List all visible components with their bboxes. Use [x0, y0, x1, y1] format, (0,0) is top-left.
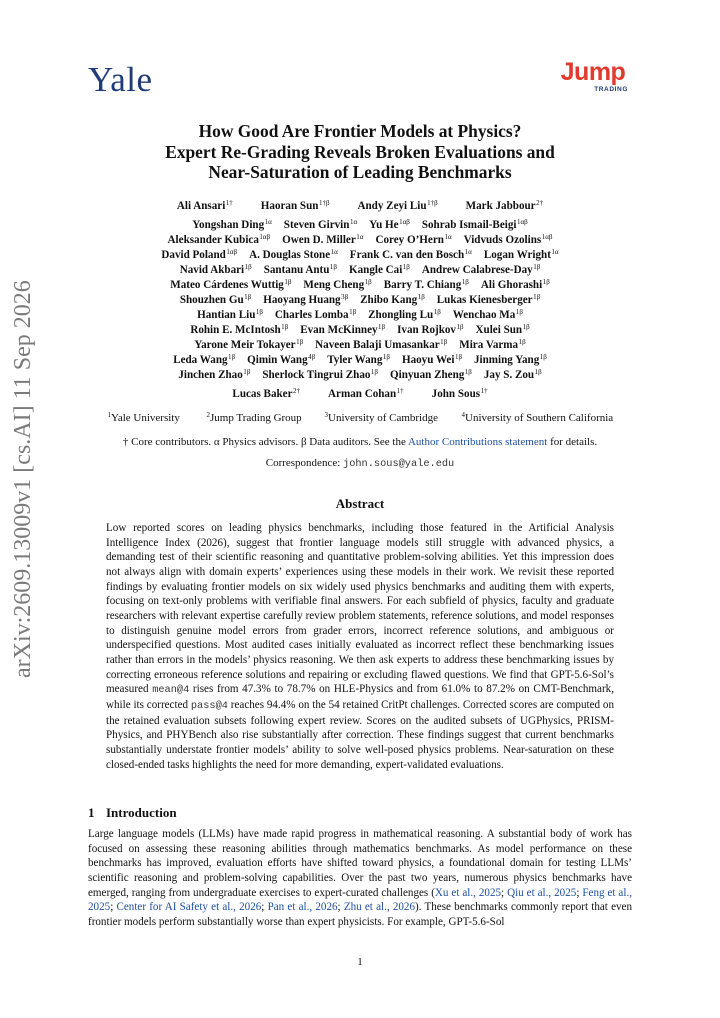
author-name — [390, 368, 472, 381]
author-affiliation-sup: 1β — [417, 293, 425, 301]
author-affiliation-sup: 1β — [364, 278, 372, 286]
author-name-text: A. Douglas Stone — [249, 249, 331, 261]
contrib-note-text: for details. — [547, 436, 598, 448]
author-contributions-link[interactable]: Author Contributions statement — [407, 436, 548, 448]
author-name — [197, 308, 263, 321]
author-row — [0, 248, 720, 261]
author-affiliation-sup: 1β — [296, 338, 304, 346]
section-heading — [88, 805, 177, 821]
jump-trading-logo — [556, 60, 630, 94]
author-name — [249, 248, 338, 261]
author-affiliation-sup: 1α — [264, 218, 272, 226]
author-name — [328, 387, 404, 400]
author-name-text: Corey O’Hern — [375, 234, 444, 246]
author-row — [0, 338, 720, 351]
author-name — [358, 199, 438, 212]
author-name-text: Logan Wright — [483, 249, 551, 261]
author-row — [0, 353, 720, 366]
author-affiliation-sup: 1β — [255, 308, 263, 316]
author-name — [170, 278, 291, 291]
author-name — [481, 278, 550, 291]
citation-link[interactable]: Zhu et al., 2026 — [343, 901, 416, 914]
author-name — [262, 368, 378, 381]
author-affiliation-sup: 4β — [308, 353, 316, 361]
author-name — [180, 293, 251, 306]
author-row — [0, 218, 720, 231]
author-name-text: Qinyuan Zheng — [389, 369, 465, 381]
author-affiliation-sup: 1αβ — [399, 218, 410, 226]
citation-link[interactable]: Qiu et al., 2025 — [507, 886, 577, 899]
author-affiliation-sup: 1†β — [427, 199, 438, 207]
author-name — [476, 323, 530, 336]
author-name-text: Jay S. Zou — [483, 369, 535, 381]
author-name-text: Haoran Sun — [260, 200, 319, 212]
author-affiliation-sup: 1α — [551, 248, 559, 256]
author-name — [194, 338, 303, 351]
yale-logo: Yale — [88, 60, 153, 99]
author-name — [360, 293, 425, 306]
author-affiliation-sup: 1† — [396, 387, 404, 395]
author-affiliation-sup: 1β — [533, 293, 541, 301]
author-affiliation-sup: 1β — [542, 278, 550, 286]
arxiv-side-stamp: arXiv:2609.13009v1 [cs.AI] 11 Sep 2026 — [10, 280, 36, 678]
author-name — [422, 218, 528, 231]
author-row — [0, 387, 720, 400]
author-name-text: Tyler Wang — [327, 354, 383, 366]
author-affiliation-sup: 2† — [293, 387, 301, 395]
author-name-text: Kangle Cai — [348, 264, 403, 276]
author-affiliation-sup: 1β — [378, 323, 386, 331]
author-name — [466, 199, 543, 212]
author-name — [303, 278, 371, 291]
author-affiliation-sup: 1β — [370, 368, 378, 376]
author-name-text: Steven Girvin — [283, 219, 350, 231]
paragraph-text: ; — [337, 901, 344, 914]
author-name-text: Mark Jabbour — [465, 200, 536, 212]
jump-logo-word: Jump — [560, 58, 626, 86]
title-line: How Good Are Frontier Models at Physics? — [198, 121, 522, 141]
author-name — [369, 218, 410, 231]
author-name — [464, 233, 553, 246]
author-affiliation-sup: 1β — [284, 278, 292, 286]
affiliation-item: $^4$University of Southern California — [461, 411, 614, 424]
author-name — [178, 368, 250, 381]
paragraph-text: rises from 47.3% to 78.7% on HLE-Physics and from 61.0% to 87.2% on CMT-Benchmark, while its corrected — [106, 683, 615, 711]
author-name — [284, 218, 357, 231]
paragraph-text: Low reported scores on leading physics benchmarks, including those featured in the Artificial Analysis Intelligence Index (2026), suggest that frontier language models still struggle with advanced physics, a demanding test of their scientific reasoning and quantitative problem-solving abilities. Yet this impression does not always align with domain experts’ experiences using these models in their work. We revisit these reported findings by evaluating frontier models on six widely used physics benchmarks and auditing them with experts, focusing on text-only problems with verifiable final answers. For each subfield of physics, faculty and graduate researchers with relevant expertise carefully review problem statements, reference solutions, and model responses to distinguish genuine model errors from grader errors, incorrect reference solutions, and ambiguous or underspecified questions. Most audited cases initially evaluated as incorrect reflect these benchmarking issues rather than errors in the models’ physics reasoning. We then ask experts to address these benchmarking issues by correcting erroneous reference solutions and repairing or excluding flawed questions. We find that GPT-5.6-Sol’s measured — [106, 522, 614, 696]
author-name-text: Ivan Rojkov — [397, 324, 456, 336]
author-name-text: Barry T. Chiang — [383, 279, 462, 291]
author-affiliation-sup: 1α — [349, 218, 358, 226]
author-name — [192, 218, 272, 231]
author-name — [432, 387, 488, 400]
author-affiliation-sup: 1αβ — [259, 233, 271, 241]
author-name — [275, 308, 356, 321]
author-affiliation-sup: 1α — [356, 233, 364, 241]
author-name-text: Ali Ansari — [176, 200, 226, 212]
introduction-body — [88, 827, 632, 930]
author-affiliation-sup: 1† — [225, 199, 233, 207]
author-name-text: John Sous — [431, 388, 481, 400]
citation-link[interactable]: Pan et al., 2026 — [267, 901, 338, 914]
title-line: Near-Saturation of Leading Benchmarks — [208, 162, 512, 182]
paragraph-text: Large language models (LLMs) have made rapid progress in mathematical reasoning. A substantial body of work has focused on assessing these reasoning abilities through mathematics benchmarks. As model performance on these benchmarks has improved, evaluation efforts have shifted toward physics, a foundational domain for testing LLMs’ scientific reasoning and problem-solving capabilities. Over the past two years, numerous physics benchmarks have emerged, ranging from undergraduate exercises to expert-curated challenges ( — [88, 828, 632, 899]
jump-logo-sub: TRADING — [594, 86, 628, 93]
author-name-text: Evan McKinney — [300, 324, 378, 336]
author-name — [484, 368, 542, 381]
section-number: 1 — [88, 805, 95, 820]
author-name-text: Vidvuds Ozolins — [463, 234, 542, 246]
author-affiliation-sup: 1α — [464, 248, 472, 256]
author-affiliation-sup: 1αβ — [541, 233, 553, 241]
author-affiliation-sup: 1† — [480, 387, 488, 395]
author-name — [161, 248, 237, 261]
author-affiliation-sup: 1α — [444, 233, 452, 241]
author-name — [232, 387, 300, 400]
author-name — [261, 199, 330, 212]
author-name-text: Aleksander Kubica — [167, 234, 259, 246]
author-name — [263, 293, 348, 306]
author-name — [397, 323, 463, 336]
paragraph-text: ; — [576, 886, 583, 899]
affiliation-item: $^3$University of Cambridge — [324, 411, 438, 424]
author-affiliation-sup: 1β — [329, 263, 337, 271]
abstract-body — [106, 521, 614, 772]
author-name — [190, 323, 288, 336]
author-affiliation-sup: 1β — [349, 308, 357, 316]
author-affiliation-sup: 1β — [464, 368, 472, 376]
section-title: Introduction — [106, 805, 177, 820]
author-affiliation-sup: 1†β — [318, 199, 330, 207]
author-name — [437, 293, 540, 306]
author-name-text: Jinming Yang — [474, 354, 540, 366]
author-name-text: Navid Akbari — [179, 264, 245, 276]
author-name — [384, 278, 469, 291]
contrib-note-text: † Core contributors. α Physics advisors. β Data auditors. See the — [122, 436, 408, 448]
author-row — [0, 233, 720, 246]
author-affiliation-sup: 1β — [456, 323, 464, 331]
author-row — [0, 199, 720, 212]
author-name-text: David Poland — [161, 249, 226, 261]
author-affiliation-sup: 1β — [244, 263, 252, 271]
author-affiliation-sup: 1β — [522, 323, 530, 331]
author-name — [173, 353, 235, 366]
author-row — [0, 278, 720, 291]
paragraph-text: ). These benchmarks commonly report that even frontier models perform substantially worse than expert physicists. For example, GPT-5.6-Sol — [88, 901, 633, 928]
author-name-text: Lucas Baker — [232, 388, 293, 400]
page-number: 1 — [357, 956, 363, 968]
author-name-text: Rohin E. McIntosh — [190, 324, 281, 336]
author-name-text: Ali Ghorashi — [480, 279, 543, 291]
author-name-text: Yongshan Ding — [192, 219, 265, 231]
author-affiliation-sup: 1β — [534, 368, 542, 376]
author-name-text: Sherlock Tingrui Zhao — [262, 369, 371, 381]
inline-code: mean@4 — [152, 684, 190, 697]
author-affiliation-sup: 1β — [454, 353, 462, 361]
author-name-text: Wenchao Ma — [452, 309, 516, 321]
author-name — [459, 338, 525, 351]
author-name-text: Andrew Calabrese-Day — [421, 264, 533, 276]
author-name — [422, 263, 540, 276]
author-name-text: Santanu Antu — [263, 264, 330, 276]
author-affiliation-sup: 1β — [281, 323, 289, 331]
author-name-text: Andy Zeyi Liu — [357, 200, 427, 212]
paragraph-text: ; — [110, 901, 117, 914]
citation-link[interactable]: Feng et al., 2025 — [88, 886, 632, 914]
author-affiliation-sup: 1β — [433, 308, 441, 316]
author-affiliation-sup: 1α — [330, 248, 338, 256]
author-affiliation-sup: 1β — [518, 338, 526, 346]
citation-link[interactable]: Xu et al., 2025 — [434, 886, 502, 899]
author-name — [349, 263, 410, 276]
author-name — [350, 248, 472, 261]
author-row — [0, 323, 720, 336]
author-name — [282, 233, 363, 246]
author-name — [180, 263, 252, 276]
author-affiliation-sup: 2† — [536, 199, 544, 207]
title-line: Expert Re-Grading Reveals Broken Evaluations and — [165, 141, 555, 162]
author-row — [0, 263, 720, 276]
paragraph-text: ; — [501, 886, 508, 899]
author-affiliation-sup: 1β — [515, 308, 523, 316]
author-name-text: Zhibo Kang — [360, 294, 418, 306]
correspondence-label: Correspondence: — [265, 457, 341, 469]
paragraph-text: ; — [261, 901, 268, 914]
author-name — [402, 353, 462, 366]
paragraph-text: reaches 94.4% on the 54 retained CritPt challenges. Corrected scores are computed on the retained evaluation subsets following expert review. Scores on the audited subsets of UGPhysics, PRISM-Physics, and PHYBench also rise substantially after correction. These findings suggest that current benchmarks substantially understate frontier models’ ability to solve well-posed physics problems. Near-saturation on these closed-ended tasks highlights the need for more demanding, expert-validated evaluations. — [106, 698, 614, 771]
author-affiliation-sup: 1β — [402, 263, 410, 271]
author-name-text: Arman Cohan — [328, 388, 397, 400]
author-name — [375, 233, 451, 246]
author-name-text: Sohrab Ismail-Beigi — [421, 219, 517, 231]
author-affiliation-sup: 1αβ — [516, 218, 528, 226]
author-affiliation-sup: 1β — [461, 278, 469, 286]
author-affiliation-sup: 1β — [382, 353, 390, 361]
author-name-text: Lukas Kienesberger — [436, 294, 533, 306]
author-name — [327, 353, 390, 366]
author-name-text: Xulei Sun — [475, 324, 523, 336]
author-name-text: Qimin Wang — [247, 354, 308, 366]
author-name — [177, 199, 233, 212]
author-name-text: Meng Cheng — [303, 279, 365, 291]
affiliation-item: $^1$Yale University — [107, 411, 180, 424]
author-affiliation-sup: 3β — [341, 293, 349, 301]
author-name-text: Jinchen Zhao — [178, 369, 243, 381]
author-name-text: Naveen Balaji Umasankar — [315, 339, 440, 351]
contributors-note — [0, 436, 720, 448]
citation-link[interactable]: Center for AI Safety et al., 2026 — [116, 901, 262, 914]
author-name — [168, 233, 271, 246]
author-affiliation-sup: 1β — [533, 263, 541, 271]
author-name-text: Yu He — [369, 219, 399, 231]
author-name-text: Owen D. Miller — [282, 234, 356, 246]
author-name-text: Shouzhen Gu — [179, 294, 244, 306]
author-name — [453, 308, 523, 321]
author-name — [300, 323, 385, 336]
author-name-text: Mira Varma — [459, 339, 519, 351]
abstract-heading: Abstract — [335, 496, 385, 511]
author-name — [474, 353, 547, 366]
author-affiliation-sup: 1β — [228, 353, 236, 361]
author-affiliation-sup: 1β — [539, 353, 547, 361]
author-name-text: Charles Lomba — [274, 309, 349, 321]
author-name — [368, 308, 441, 321]
author-name-text: Frank C. van den Bosch — [349, 249, 465, 261]
author-name — [315, 338, 447, 351]
author-affiliation-sup: 1β — [440, 338, 448, 346]
author-row — [0, 368, 720, 381]
author-row — [0, 293, 720, 306]
author-name-text: Leda Wang — [173, 354, 228, 366]
paper-title — [0, 121, 720, 183]
author-row — [0, 308, 720, 321]
correspondence-line — [0, 457, 720, 470]
author-affiliation-sup: 1β — [244, 293, 252, 301]
author-name — [247, 353, 315, 366]
author-name-text: Mateo Cárdenes Wuttig — [170, 279, 284, 291]
affiliation-item: $^2$Jump Trading Group — [206, 411, 302, 424]
author-name — [264, 263, 337, 276]
author-name-text: Zhongling Lu — [368, 309, 434, 321]
author-name — [484, 248, 559, 261]
author-name-text: Hantian Liu — [197, 309, 256, 321]
correspondence-email[interactable]: john.sous@yale.edu — [343, 458, 455, 470]
inline-code: pass@4 — [190, 699, 228, 712]
author-name-text: Yarone Meir Tokayer — [194, 339, 296, 351]
author-affiliation-sup: 1β — [243, 368, 251, 376]
author-affiliation-sup: 1αβ — [226, 248, 238, 256]
author-name-text: Haoyang Huang — [263, 294, 341, 306]
author-name-text: Haoyu Wei — [401, 354, 455, 366]
